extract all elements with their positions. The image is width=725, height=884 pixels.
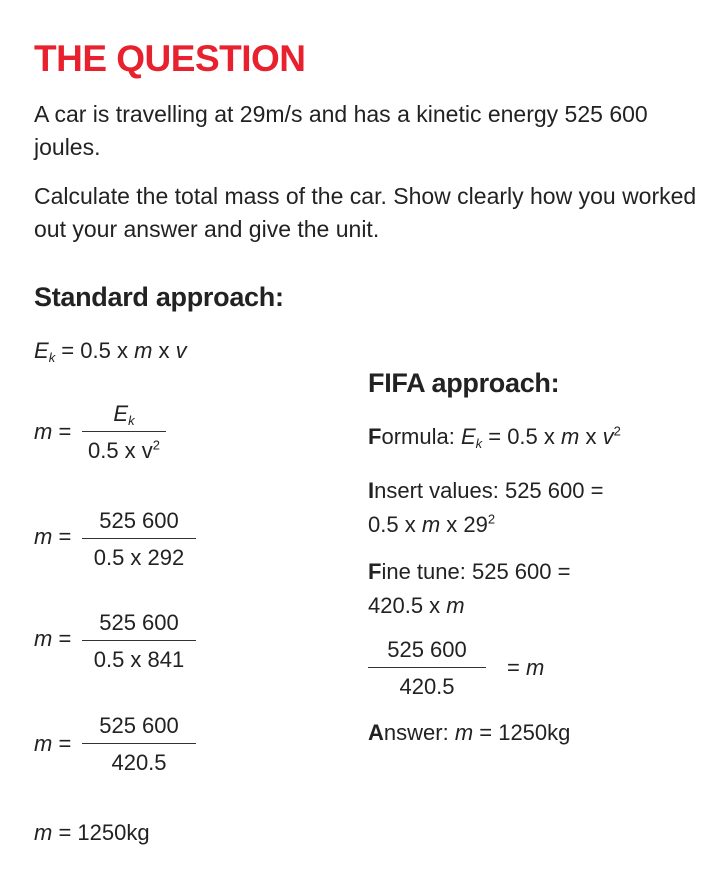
- step3-lhs: m =: [34, 626, 72, 651]
- step2-fraction: $\frac{525 600}{0.5 x 292}$: [82, 508, 196, 571]
- step1-lhs: m =: [34, 419, 72, 444]
- standard-formula: $E_k = 0.5$ x m x v: [34, 338, 187, 365]
- question-text-2: Calculate the total mass of the car. Show clearly how you worked out your answer and give the unit.: [34, 183, 697, 242]
- step4-fraction: $\frac{525 600}{420.5}$: [82, 713, 196, 776]
- step3-fraction: $\frac{525 600}{0.5 x 841}$: [82, 610, 196, 673]
- standard-heading: Standard approach:: [34, 282, 284, 312]
- fifa-fraction: $\frac{525 600}{420.5}$: [368, 637, 486, 700]
- fifa-fraction-rhs: = m: [507, 655, 545, 680]
- fifa-insert: Insert values: 525 600 = 0.5 x m x $29^2$: [368, 478, 604, 537]
- step2-lhs: m =: [34, 524, 72, 549]
- fifa-formula: Formula: $E_k = 0.5$ x m x $v^2$: [368, 423, 621, 451]
- step1-fraction: $\frac{E_k}{0.5 x v^2}$: [82, 401, 166, 464]
- fifa-heading: FIFA approach:: [368, 368, 560, 398]
- standard-answer: m = 1250kg: [34, 820, 150, 845]
- fifa-finetune: Fine tune: 525 600 = 420.5 x m: [368, 559, 571, 618]
- step4-lhs: m =: [34, 731, 72, 756]
- fifa-answer: Answer: m = 1250kg: [368, 720, 571, 745]
- question-text-1: A car is travelling at 29m/s and has a kinetic energy 525 600 joules.: [34, 101, 648, 160]
- page-title: THE QUESTION: [34, 38, 306, 79]
